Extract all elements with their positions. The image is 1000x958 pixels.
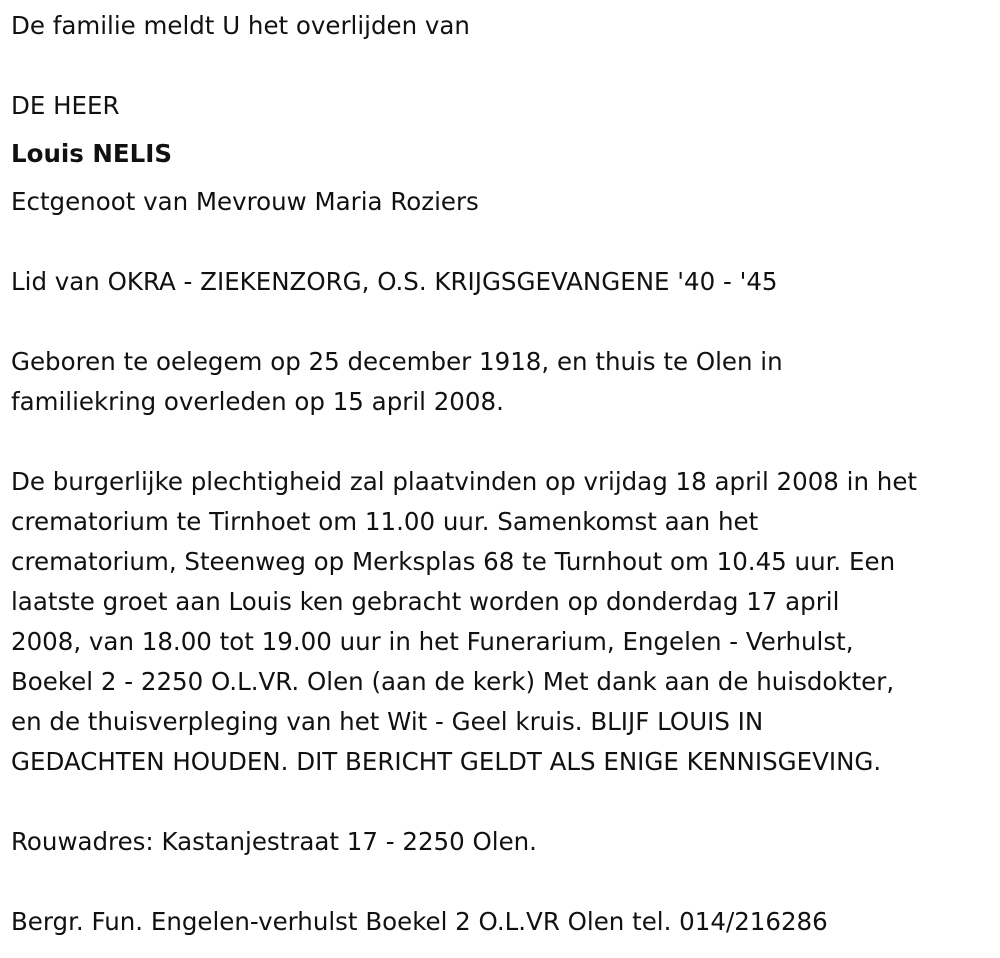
spacer xyxy=(11,862,993,902)
ceremony-line: Boekel 2 - 2250 O.L.VR. Olen (aan de kerk) Met dank aan de huisdokter, xyxy=(11,667,895,696)
intro-text: De familie meldt U het overlijden van xyxy=(11,11,470,40)
mourning-address: Rouwadres: Kastanjestraat 17 - 2250 Olen. xyxy=(11,827,537,856)
ceremony-line: GEDACHTEN HOUDEN. DIT BERICHT GELDT ALS ENIGE KENNISGEVING. xyxy=(11,747,882,776)
membership-text: Lid van OKRA - ZIEKENZORG, O.S. KRIJGSGEVANGENE '40 - '45 xyxy=(11,267,778,296)
spacer xyxy=(11,46,993,86)
birth-death-line: Geboren te oelegem op 25 december 1918, en thuis te Olen in xyxy=(11,347,783,376)
ceremony-paragraph xyxy=(11,462,993,782)
birth-death-line: familiekring overleden op 15 april 2008. xyxy=(11,387,504,416)
spacer xyxy=(11,422,993,462)
ceremony-line: 2008, van 18.00 tot 19.00 uur in het Funerarium, Engelen - Verhulst, xyxy=(11,627,854,656)
ceremony-line: crematorium, Steenweg op Merksplas 68 te Turnhout om 10.45 uur. Een xyxy=(11,547,896,576)
ceremony-line: crematorium te Tirnhoet om 11.00 uur. Samenkomst aan het xyxy=(11,507,759,536)
spouse-text: Ectgenoot van Mevrouw Maria Roziers xyxy=(11,187,479,216)
ceremony-line: en de thuisverpleging van het Wit - Geel kruis. BLIJF LOUIS IN xyxy=(11,707,764,736)
funeral-home-contact: Bergr. Fun. Engelen-verhulst Boekel 2 O.L.VR Olen tel. 014/216286 xyxy=(11,907,828,936)
ceremony-line: laatste groet aan Louis ken gebracht worden op donderdag 17 april xyxy=(11,587,840,616)
ceremony-line: De burgerlijke plechtigheid zal plaatvinden op vrijdag 18 april 2008 in het xyxy=(11,467,918,496)
spacer xyxy=(11,222,993,262)
spacer xyxy=(11,782,993,822)
salutation: DE HEER xyxy=(11,91,120,120)
spacer xyxy=(11,302,993,342)
deceased-name: Louis NELIS xyxy=(11,139,173,168)
birth-death-paragraph xyxy=(11,342,993,422)
death-notice xyxy=(11,6,993,942)
